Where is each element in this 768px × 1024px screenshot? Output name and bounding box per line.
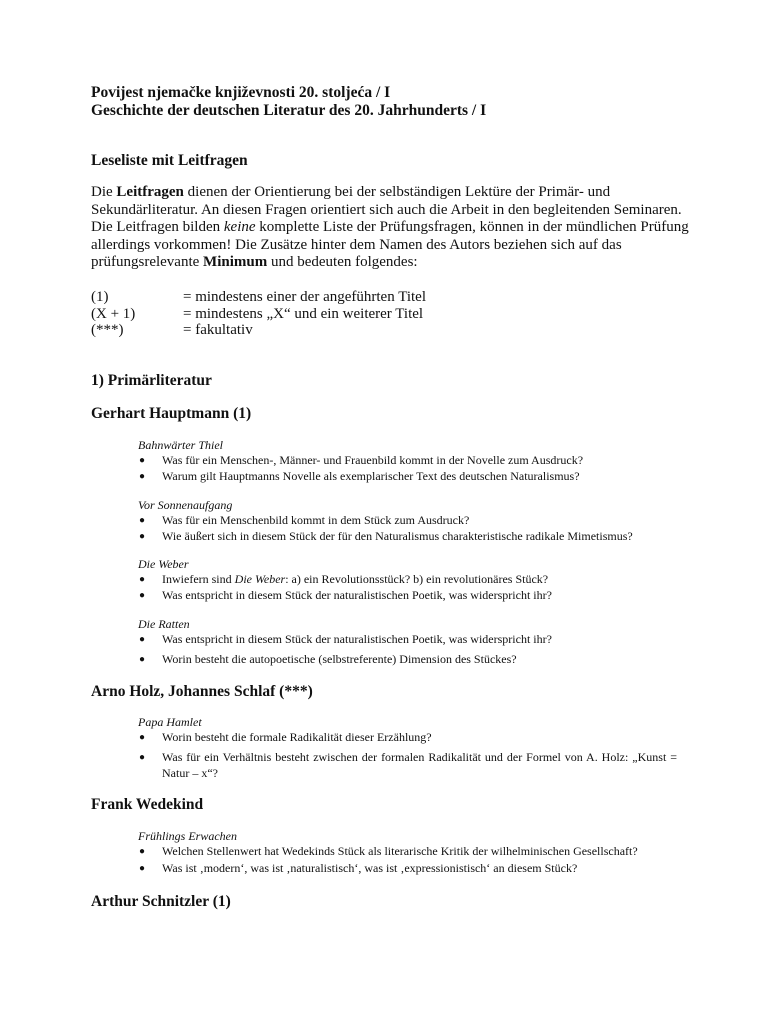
legend-value: = mindestens „X“ und ein weiterer Titel [183,306,424,322]
intro-italic-keine: keine [223,219,256,235]
question: Was für ein Menschen-, Männer- und Frauenbild kommt in der Novelle zum Ausdruck? [162,453,584,467]
bullet-icon: ● [139,531,146,542]
intro-bold-minimum: Minimum [203,254,268,270]
author-heading-wedekind: Frank Wedekind [91,796,204,813]
question: Worin besteht die formale Radikalität dieser Erzählung? [162,730,432,744]
question: Was entspricht in diesem Stück der naturalistischen Poetik, was widerspricht ihr? [162,632,552,646]
question: Warum gilt Hauptmanns Novelle als exemplarischer Text des deutschen Naturalismus? [162,469,580,483]
author-heading-holz-schlaf: Arno Holz, Johannes Schlaf (***) [91,683,313,700]
author-heading-hauptmann: Gerhart Hauptmann (1) [91,405,252,422]
bullet-icon: ● [139,634,146,645]
legend-key: (***) [91,322,124,338]
work-title: Die Weber [138,557,189,571]
document-title-german: Geschichte der deutschen Literatur des 20. Jahrhunderts / I [91,102,487,119]
question: Was für ein Verhältnis besteht zwischen der formalen Radikalität und der Formel von A. Holz: „Kunst = Natur – x“? [162,750,677,780]
bullet-icon: ● [139,654,146,665]
bullet-icon: ● [139,590,146,601]
legend-key: (1) [91,289,109,305]
legend-value: = mindestens einer der angeführten Titel [183,289,426,305]
question: Was entspricht in diesem Stück der naturalistischen Poetik, was widerspricht ihr? [162,588,552,602]
bullet-icon: ● [139,455,146,466]
bullet-icon: ● [139,515,146,526]
work-title: Papa Hamlet [138,715,202,729]
work-title: Die Ratten [138,617,190,631]
question-italic: Die Weber [234,572,286,586]
question-text: Inwiefern sind [162,572,235,586]
intro-bold-leitfragen: Leitfragen [116,184,184,200]
question [162,571,677,587]
intro-paragraph [91,184,691,272]
bullet-icon: ● [139,846,146,857]
legend-value: = fakultativ [183,322,253,338]
question: Welchen Stellenwert hat Wedekinds Stück als literarische Kritik der wilhelminischen Gesellschaft? [162,844,638,858]
question: Was für ein Menschenbild kommt in dem Stück zum Ausdruck? [162,513,470,527]
work-title: Bahnwärter Thiel [138,438,224,452]
part-heading-primaerliteratur: 1) Primärliteratur [91,372,212,389]
intro-text: und bedeuten folgendes: [267,254,418,270]
document-title-croatian: Povijest njemačke književnosti 20. stoljeća / I [91,84,391,101]
bullet-icon: ● [139,752,146,763]
work-title: Frühlings Erwachen [138,829,237,843]
question: Was ist ‚modern‘, was ist ‚naturalistisch‘, was ist ‚expressionistisch‘ an diesem Stück? [162,861,578,875]
intro-text: komplette Liste der Prüfungsfragen, können in der mündlichen Prüfung allerdings vorkommen! Die Zusätze hinter dem Namen des Autors beziehen sich auf das prüfungsrelevante [91,219,689,270]
bullet-icon: ● [139,863,146,874]
bullet-icon: ● [139,574,146,585]
intro-text: Die [91,184,117,200]
question: Wie äußert sich in diesem Stück der für den Naturalismus charakteristische radikale Mimetismus? [162,529,633,543]
section-heading: Leseliste mit Leitfragen [91,152,248,169]
author-heading-schnitzler: Arthur Schnitzler (1) [91,893,231,910]
bullet-icon: ● [139,471,146,482]
bullet-icon: ● [139,732,146,743]
intro-text: dienen der Orientierung bei der selbständigen Lektüre der Primär- und Sekundärliteratur. An diesen Fragen orientiert sich auch die Arbeit in den begleitenden Seminaren. Die Leitfragen bilden [91,184,682,235]
question-text: : a) ein Revolutionsstück? b) ein revolutionäres Stück? [285,572,549,586]
legend-key: (X + 1) [91,306,136,322]
question: Worin besteht die autopoetische (selbstreferente) Dimension des Stückes? [162,652,517,666]
work-title: Vor Sonnenaufgang [138,498,233,512]
